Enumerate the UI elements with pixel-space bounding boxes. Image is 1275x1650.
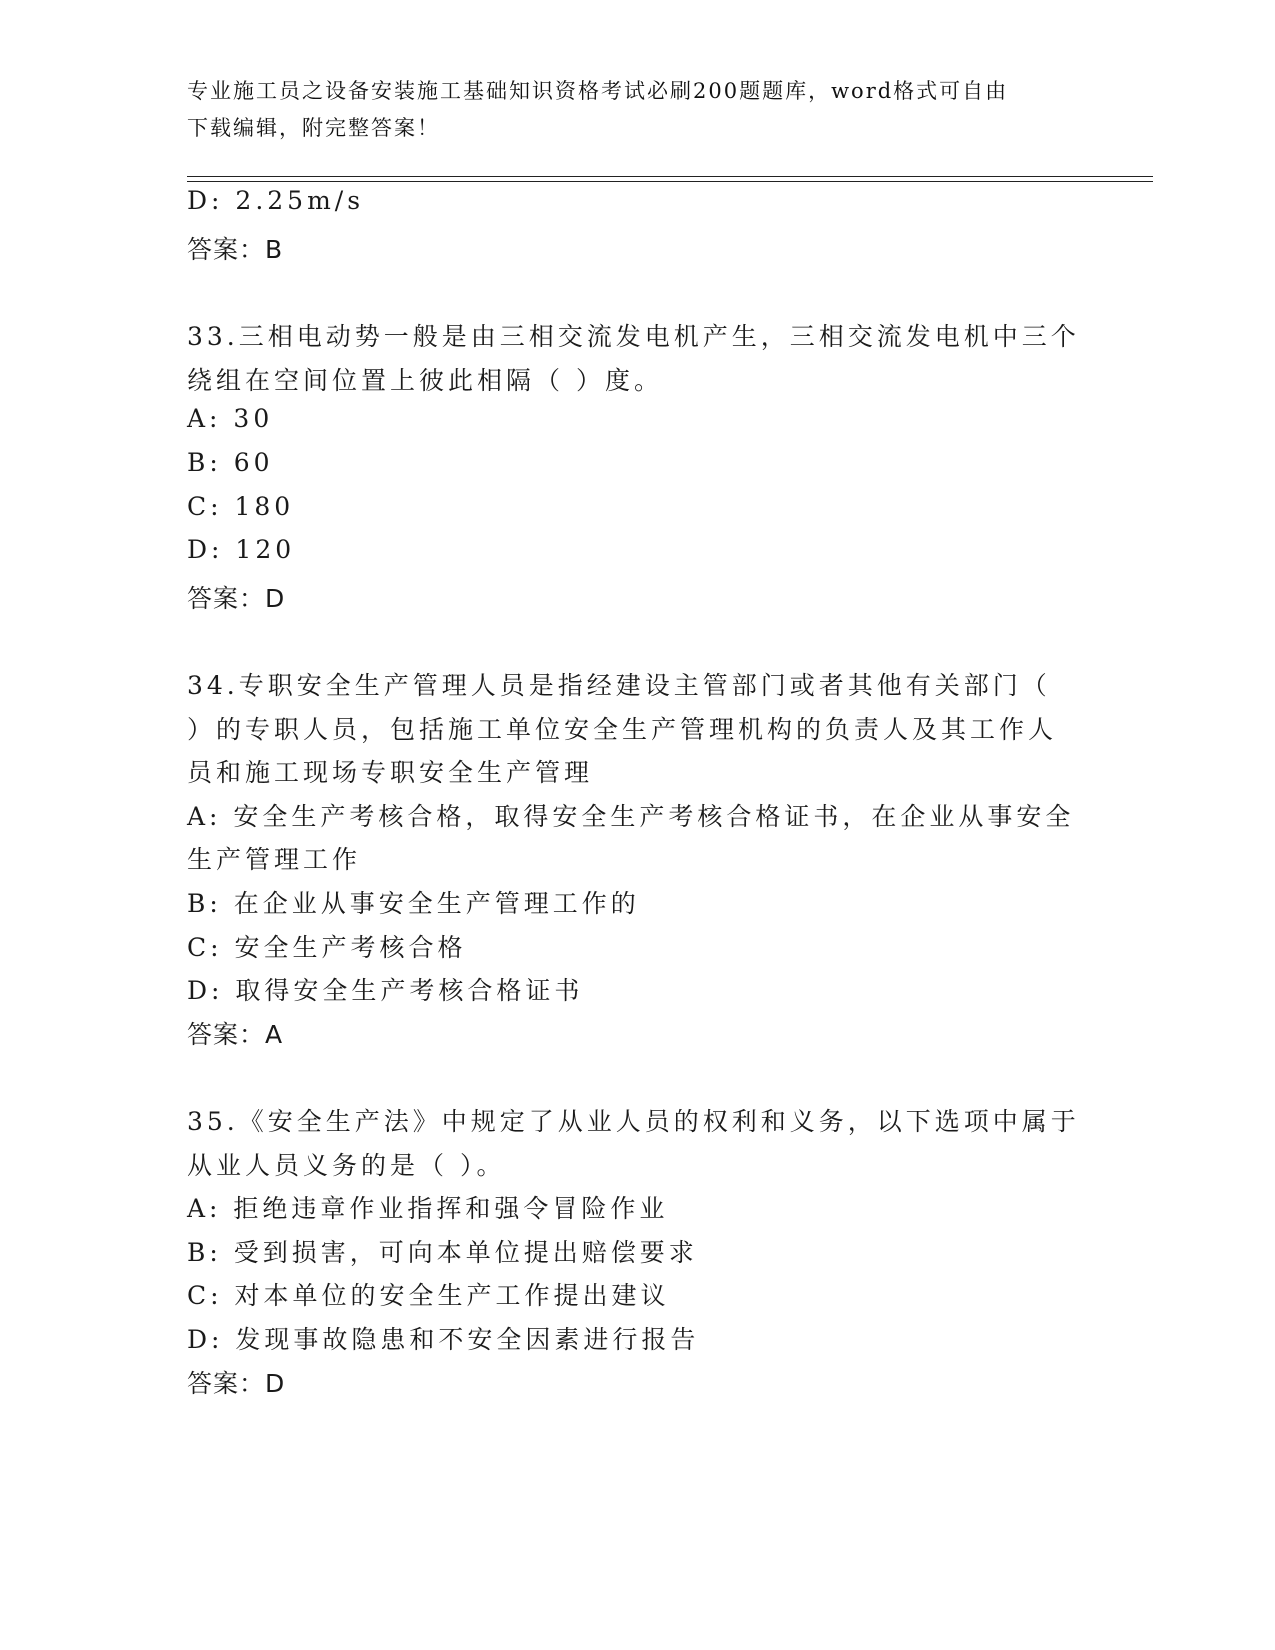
q34-text-line-2: ）的专职人员，包括施工单位安全生产管理机构的负责人及其工作人 — [187, 715, 1058, 744]
q33-option-c: C: 180 — [187, 492, 295, 521]
header-line-2: 下载编辑，附完整答案！ — [187, 116, 440, 140]
header-divider-top — [187, 176, 1153, 177]
q35-answer: 答案：D — [187, 1369, 286, 1398]
prev-answer: 答案：B — [187, 235, 284, 264]
q33-answer: 答案：D — [187, 584, 286, 613]
q33-text-line-2: 绕组在空间位置上彼此相隔（ ）度。 — [187, 366, 663, 395]
q34-option-d: D: 取得安全生产考核合格证书 — [187, 976, 584, 1005]
q35-text-line-2: 从业人员义务的是（ ）。 — [187, 1151, 506, 1180]
header-divider-bottom — [187, 181, 1153, 182]
q33-text-line-1: 33.三相电动势一般是由三相交流发电机产生，三相交流发电机中三个 — [187, 322, 1080, 351]
q34-option-a-line-1: A: 安全生产考核合格，取得安全生产考核合格证书，在企业从事安全 — [187, 802, 1075, 831]
document-header — [187, 73, 1067, 147]
q33-option-a: A: 30 — [187, 404, 274, 433]
q34-option-c: C: 安全生产考核合格 — [187, 933, 467, 962]
q35-text-line-1: 35.《安全生产法》中规定了从业人员的权利和义务，以下选项中属于 — [187, 1107, 1080, 1136]
q34-option-b: B: 在企业从事安全生产管理工作的 — [187, 889, 640, 918]
q35-option-d: D: 发现事故隐患和不安全因素进行报告 — [187, 1325, 700, 1354]
q34-answer: 答案：A — [187, 1020, 284, 1049]
q34-text-line-3: 员和施工现场专职安全生产管理 — [187, 758, 594, 787]
prev-option-d: D: 2.25m/s — [187, 186, 365, 215]
q34-option-a-line-2: 生产管理工作 — [187, 845, 362, 874]
q35-option-a: A: 拒绝违章作业指挥和强令冒险作业 — [187, 1194, 669, 1223]
q34-text-line-1: 34.专职安全生产管理人员是指经建设主管部门或者其他有关部门（ — [187, 671, 1051, 700]
q35-option-b: B: 受到损害，可向本单位提出赔偿要求 — [187, 1238, 698, 1267]
q35-option-c: C: 对本单位的安全生产工作提出建议 — [187, 1281, 670, 1310]
header-line-1: 专业施工员之设备安装施工基础知识资格考试必刷200题题库，word格式可自由 — [187, 79, 1009, 103]
q33-option-d: D: 120 — [187, 535, 296, 564]
q33-option-b: B: 60 — [187, 448, 274, 477]
